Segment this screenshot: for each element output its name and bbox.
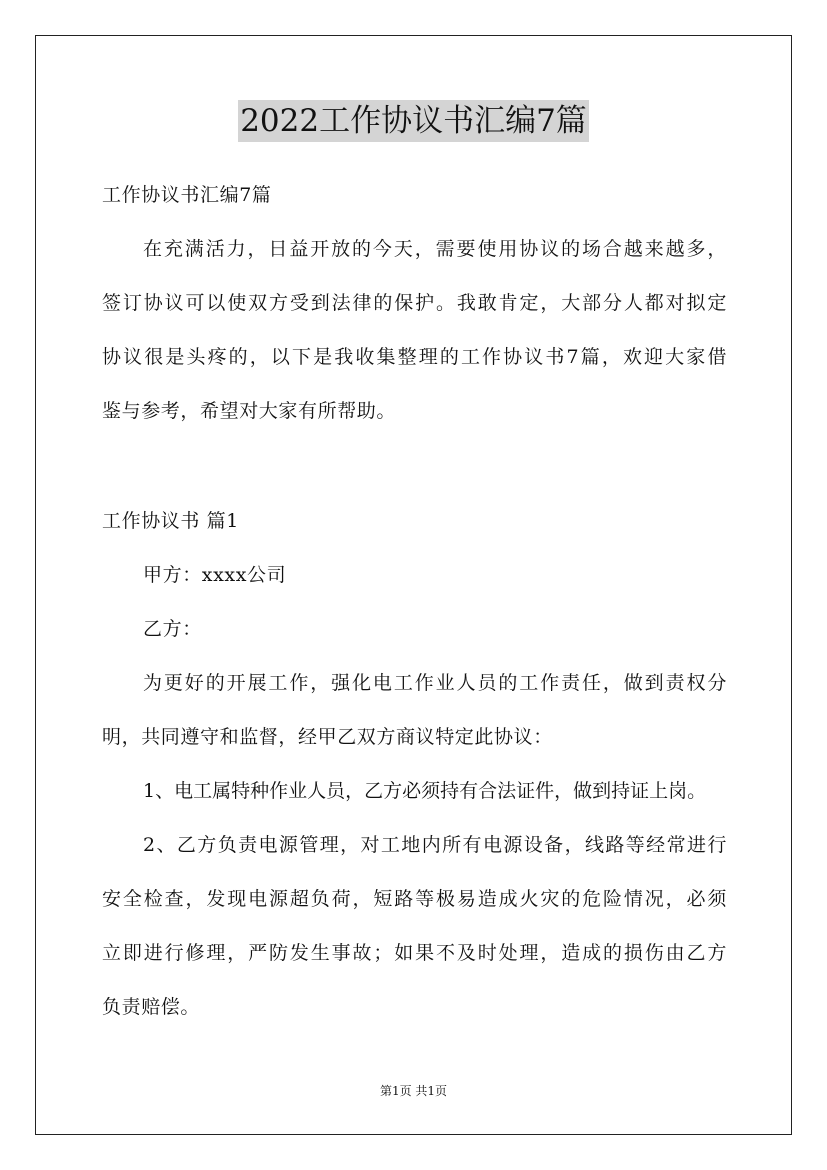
clause-1: 1、电工属特种作业人员，乙方必须持有合法证件，做到持证上岗。 [143,780,707,802]
intro-line-2: 签订协议可以使双方受到法律的保护。我敢肯定，大部分人都对拟定 [102,292,727,314]
section-heading: 工作协议书 篇1 [102,510,239,532]
section-gap [102,438,727,494]
document-title: 2022工作协议书汇编7篇 [238,100,589,142]
page-footer: 第1页 共1页 [379,1084,448,1098]
clause-2-line-3: 立即进行修理，严防发生事故；如果不及时处理，造成的损伤由乙方 [102,942,727,964]
clause-2-line-1: 2、乙方负责电源管理，对工地内所有电源设备，线路等经常进行 [143,834,727,856]
party-b: 乙方： [143,618,202,640]
intro-line-3: 协议很是头疼的，以下是我收集整理的工作协议书7篇，欢迎大家借 [102,346,727,368]
purpose-line-1: 为更好的开展工作，强化电工作业人员的工作责任，做到责权分 [143,672,727,694]
clause-2-line-2: 安全检查，发现电源超负荷，短路等极易造成火灾的危险情况，必须 [102,888,727,910]
intro-line-4: 鉴与参考，希望对大家有所帮助。 [102,400,397,422]
intro-line-1: 在充满活力，日益开放的今天，需要使用协议的场合越来越多， [143,238,727,260]
title-container [0,100,827,142]
document-body [102,168,727,1034]
document-subtitle: 工作协议书汇编7篇 [102,184,272,206]
party-a: 甲方：xxxx公司 [143,564,287,586]
purpose-line-2: 明，共同遵守和监督，经甲乙双方商议特定此协议： [102,726,553,748]
clause-2-line-4: 负责赔偿。 [102,996,201,1018]
